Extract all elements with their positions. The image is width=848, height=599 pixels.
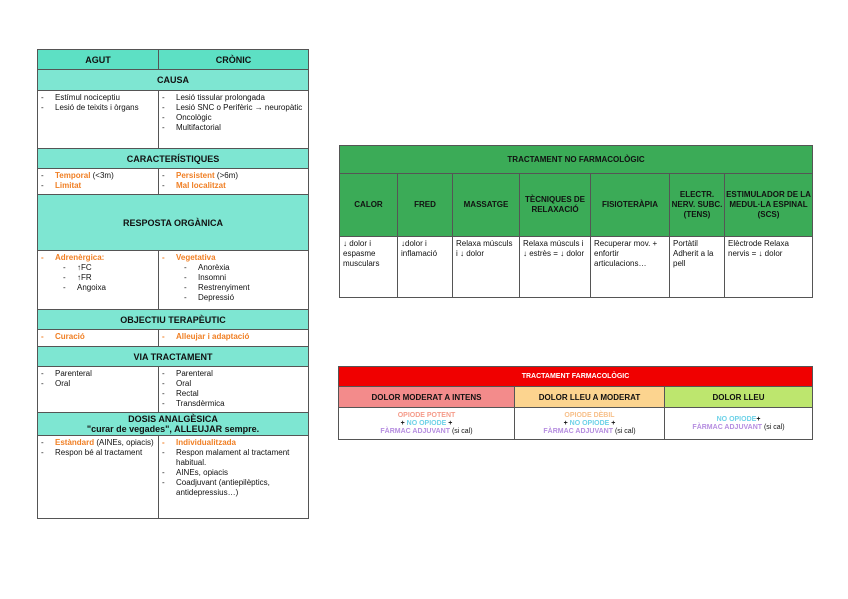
list-item: - Temporal (<3m) (41, 171, 155, 181)
list-item: - Estàndard (AINEs, opiacis) (41, 438, 155, 448)
col-dolor-moderat-intens: DOLOR MODERAT A INTENS (339, 387, 515, 408)
causa-agut (38, 91, 159, 149)
list-item: - Curació (41, 332, 155, 342)
list-item: - Oncològic (162, 113, 305, 123)
list-item: - Vegetativa (162, 253, 305, 263)
list-item: - Limitat (41, 181, 155, 191)
no-farmacologic-title: TRACTAMENT NO FARMACOLÒGIC (340, 146, 813, 174)
col-calor: CALOR (340, 174, 398, 237)
list-item: - Lesió SNC o Perifèric → neuropàtic (162, 103, 305, 113)
list-item: - Parenteral (162, 369, 305, 379)
list-item: - Restrenyiment (162, 283, 305, 293)
list-item: - Oral (162, 379, 305, 389)
section-causa: CAUSA (38, 70, 309, 91)
section-caracteristiques: CARACTERÍSTIQUES (38, 149, 309, 169)
cell-tecniques-relaxacio: Relaxa músculs i ↓ estrès = ↓ dolor (520, 237, 591, 298)
opioide-debil: OPIODE DÈBIL (564, 411, 615, 419)
objectiu-agut (38, 330, 159, 347)
cell-lleu: NO OPIODE+ FÀRMAC ADJUVANT (si cal) (665, 408, 813, 440)
col-tens: ELECTR. NERV. SUBC. (TENS) (670, 174, 725, 237)
col-dolor-lleu: DOLOR LLEU (665, 387, 813, 408)
resposta-cronic (159, 251, 309, 310)
cell-lleu-moderat: OPIODE DÈBIL + NO OPIODE + FÀRMAC ADJUVANT (si cal) (515, 408, 665, 440)
agut-cronic-table (37, 49, 309, 519)
list-item: - Insomni (162, 273, 305, 283)
caracteristiques-agut (38, 169, 159, 195)
via-agut (38, 367, 159, 413)
cell-scs: Elèctrode Relaxa nervis = ↓ dolor (725, 237, 813, 298)
dosis-title: DOSIS ANALGÈSICA (128, 414, 218, 424)
col-scs: ESTIMULADOR DE LA MEDUL·LA ESPINAL (SCS) (725, 174, 813, 237)
objectiu-cronic (159, 330, 309, 347)
cell-tens: Portàtil Adherit a la pell (670, 237, 725, 298)
list-item: - Mal localitzat (162, 181, 305, 191)
list-item: - Lesió de teixits i òrgans (41, 103, 155, 113)
col-tecniques-relaxacio: TÈCNIQUES DE RELAXACIÓ (520, 174, 591, 237)
list-item: - Respon malament al tractament habitual. (162, 448, 305, 468)
cell-calor: ↓ dolor i espasme musculars (340, 237, 398, 298)
section-dosis-analgesica (38, 413, 309, 436)
header-cronic: CRÒNIC (159, 50, 309, 70)
list-item: - Transdèrmica (162, 399, 305, 409)
list-item: - Angoixa (41, 283, 155, 293)
cell-fred: ↓dolor i inflamació (398, 237, 453, 298)
list-item: - Alleujar i adaptació (162, 332, 305, 342)
list-item: - Respon bé al tractament (41, 448, 155, 458)
list-item: - Estímul nociceptiu (41, 93, 155, 103)
list-item: - AINEs, opiacis (162, 468, 305, 478)
cell-fisioterapia: Recuperar mov. + enfortir articulacions… (591, 237, 670, 298)
list-item: - Coadjuvant (antiepilèptics, antidepressius…) (162, 478, 305, 498)
list-item: - Depressió (162, 293, 305, 303)
tractament-no-farmacologic-table (339, 145, 813, 298)
list-item: - ↑FC (41, 263, 155, 273)
col-fisioterapia: FISIOTERÀPIA (591, 174, 670, 237)
tractament-farmacologic-table (338, 366, 813, 440)
list-item: - Lesió tissular prolongada (162, 93, 305, 103)
list-item: - Adrenèrgica: (41, 253, 155, 263)
section-via-tractament: VIA TRACTAMENT (38, 347, 309, 367)
list-item: - Anorèxia (162, 263, 305, 273)
list-item: - Multifactorial (162, 123, 305, 133)
col-dolor-lleu-moderat: DOLOR LLEU A MODERAT (515, 387, 665, 408)
header-agut: AGUT (38, 50, 159, 70)
dosis-cronic (159, 436, 309, 519)
resposta-agut (38, 251, 159, 310)
list-item: - Individualitzada (162, 438, 305, 448)
opioide-potent: OPIODE POTENT (397, 411, 456, 419)
farmacologic-title: TRACTAMENT FARMACOLÒGIC (339, 367, 813, 387)
list-item: - Persistent (>6m) (162, 171, 305, 181)
dosis-agut (38, 436, 159, 519)
col-massatge: MASSATGE (453, 174, 520, 237)
section-resposta-organica: RESPOSTA ORGÀNICA (38, 195, 309, 251)
cell-moderat-intens: OPIODE POTENT + NO OPIODE + FÀRMAC ADJUVANT (si cal) (339, 408, 515, 440)
list-item: - Rectal (162, 389, 305, 399)
causa-cronic (159, 91, 309, 149)
caracteristiques-cronic (159, 169, 309, 195)
cell-massatge: Relaxa músculs i ↓ dolor (453, 237, 520, 298)
col-fred: FRED (398, 174, 453, 237)
via-cronic (159, 367, 309, 413)
dosis-subtitle: "curar de vegades", ALLEUJAR sempre. (86, 424, 260, 434)
section-objectiu-terapeutic: OBJECTIU TERAPÈUTIC (38, 310, 309, 330)
list-item: - Parenteral (41, 369, 155, 379)
list-item: - Oral (41, 379, 155, 389)
list-item: - ↑FR (41, 273, 155, 283)
